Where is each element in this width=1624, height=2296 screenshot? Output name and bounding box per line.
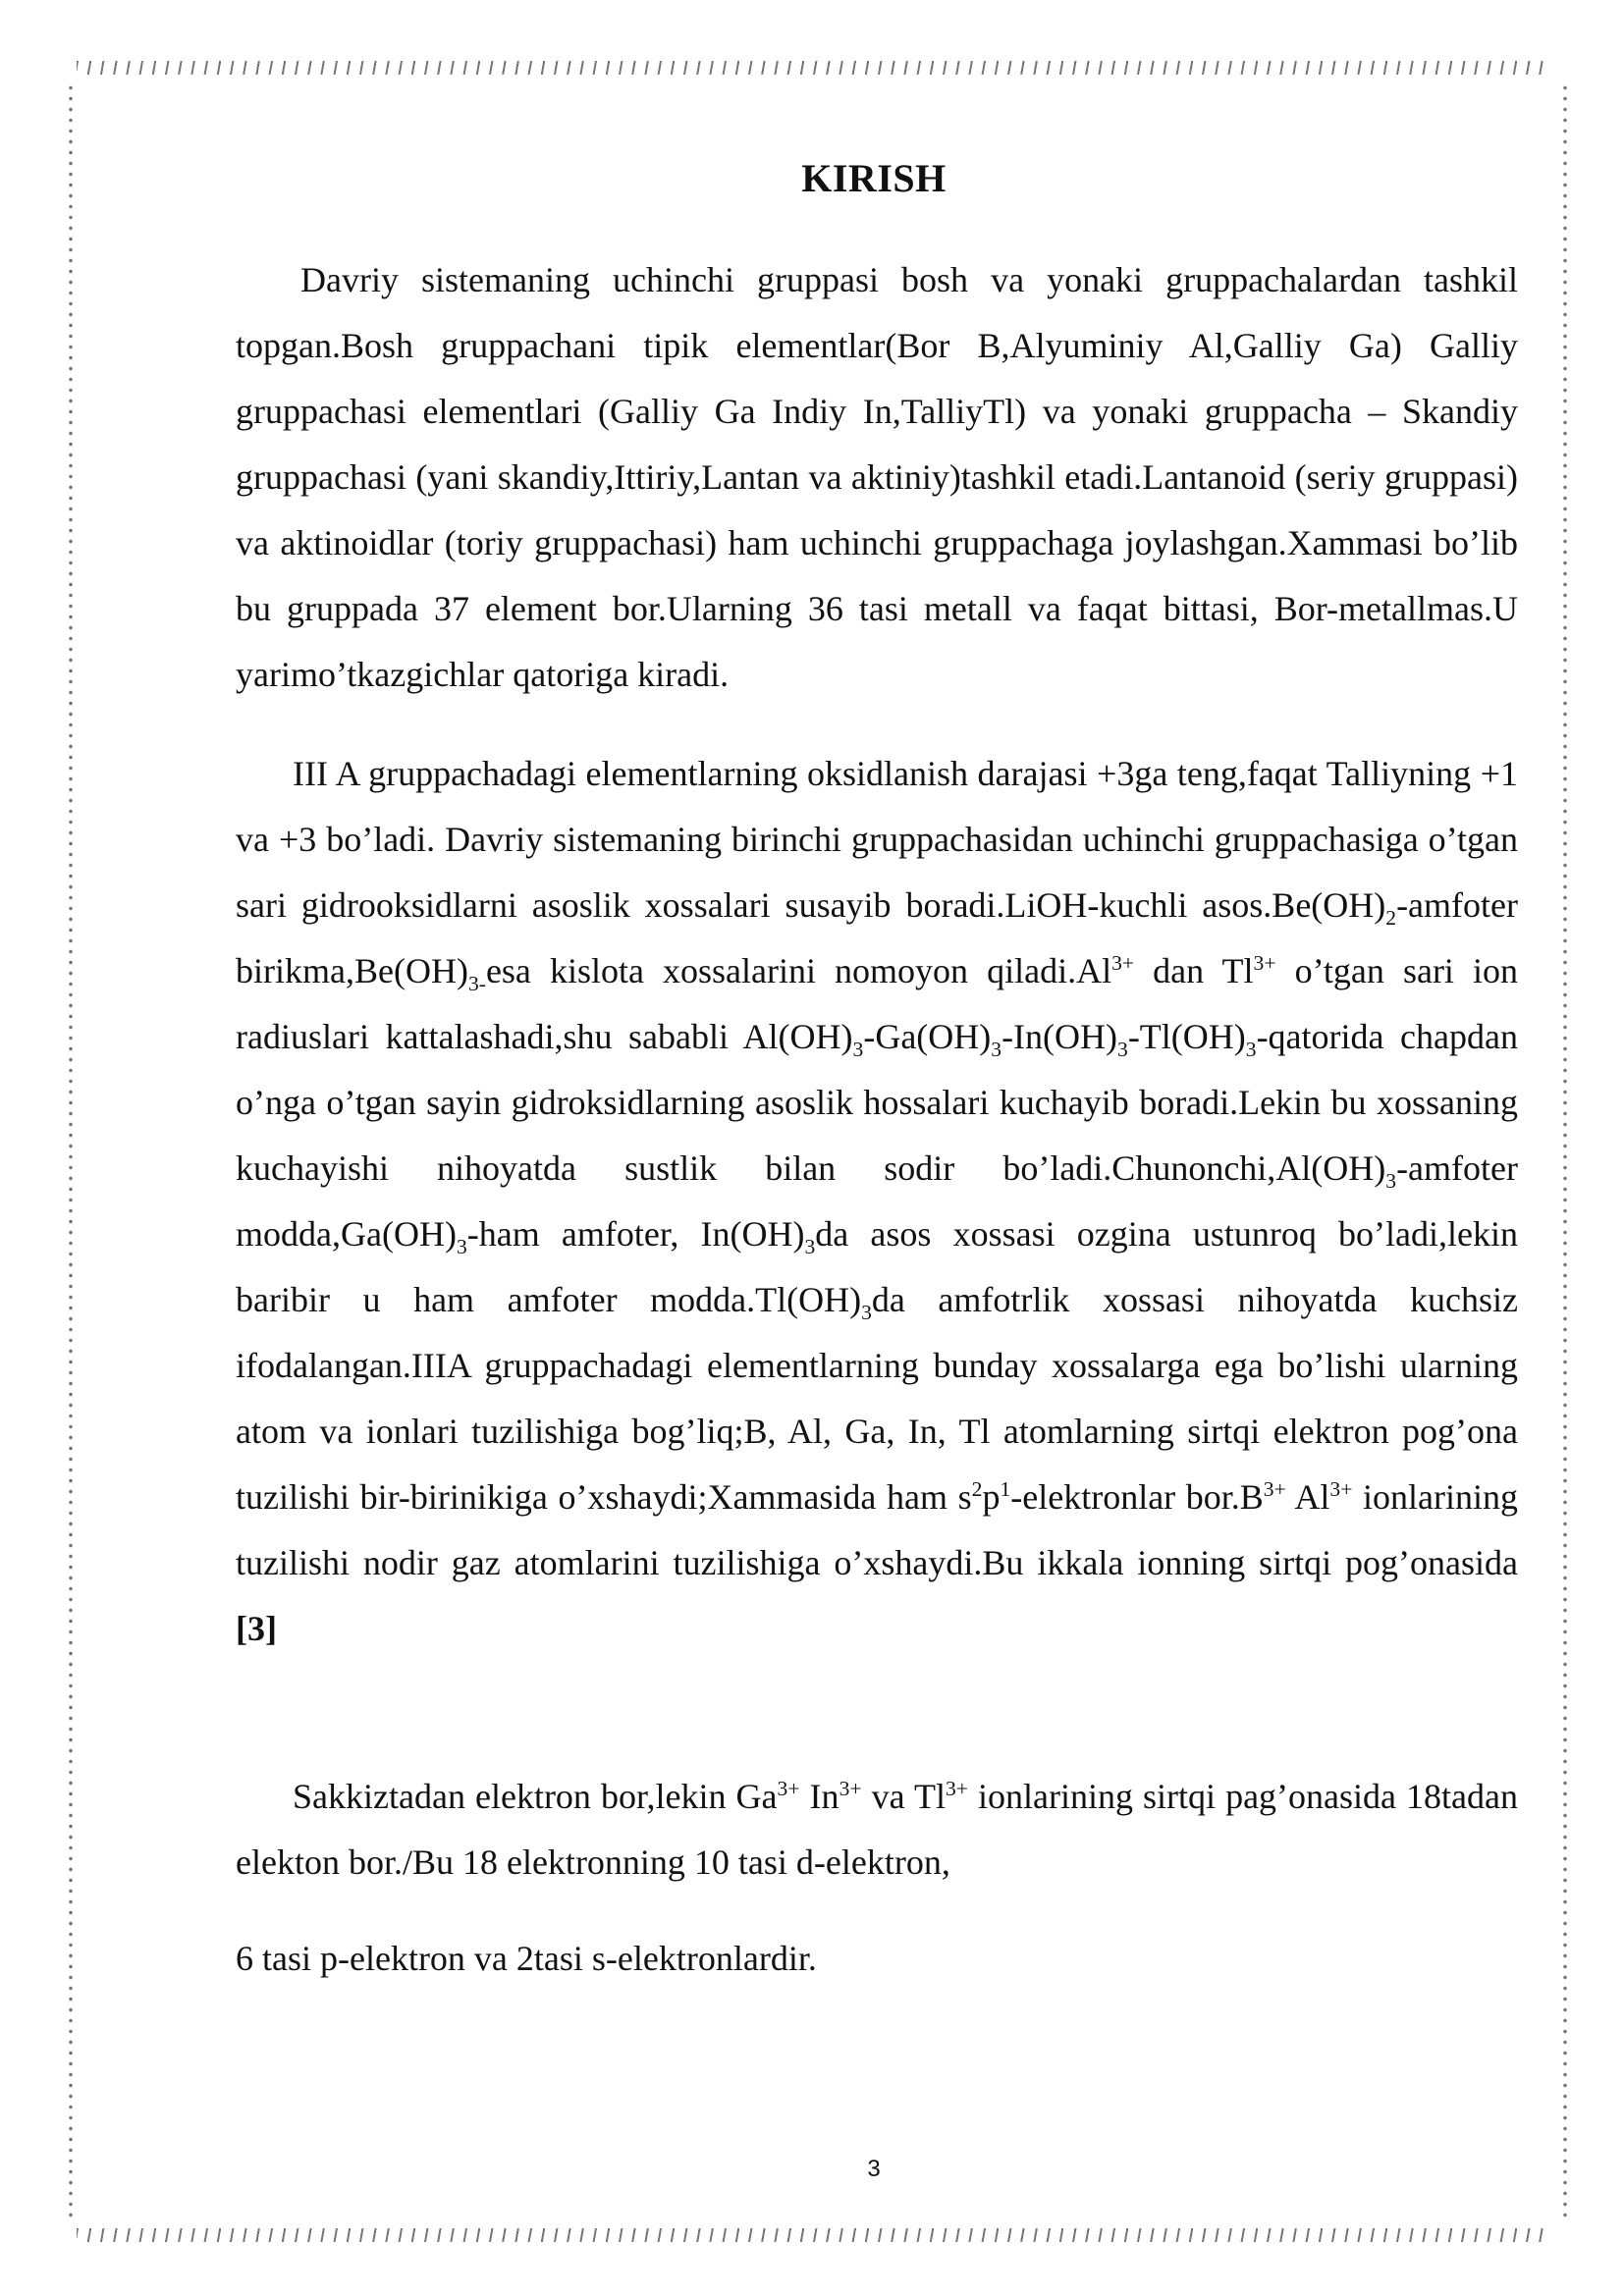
subscript: 3 [1385,1169,1397,1194]
text-run: da amfotrlik xossasi nihoyatda kuchsiz ifodalangan.IIIA gruppachadagi elementlarning bunday xossalarga ega bo’lishi ularning atom va ionlari tuzilishiga bog’liq;B, Al, Ga, In, Tl atomlarning sirtqi elektron pog’ona tuzilishi bir-birinikiga o’xshaydi;Xammasida ham s [236,1280,1518,1517]
subscript: 3 [1117,1038,1128,1062]
text-run: da asos xossasi ozgina ustunroq bo’ladi,lekin baribir u ham amfoter modda.Tl(OH) [236,1214,1518,1319]
text-run: -In(OH) [1001,1017,1118,1056]
superscript: 3+ [1253,951,1276,975]
superscript: 3+ [1263,1477,1286,1501]
text-run: ionlarining sirtqi pag’onasida 18tadan elekton bor./Bu 18 elektronning 10 tasi d-elektron, [236,1777,1519,1882]
page-number: 3 [867,2156,881,2182]
text-run: dan Tl [1134,951,1254,990]
page-border-bottom [77,2228,1549,2242]
subscript: 3 [456,1235,467,1259]
text-run: -Tl(OH) [1127,1017,1246,1056]
subscript: 3 [991,1038,1002,1062]
superscript: 3+ [1329,1477,1353,1501]
text-run: -amfoter birikma,Be(OH) [236,885,1518,990]
subscript: 3 [804,1235,816,1259]
text-run: p [982,1477,1001,1517]
text-run: Al [1285,1477,1330,1517]
superscript: 3+ [1111,951,1135,975]
subscript: 3- [467,972,486,996]
reference-citation: [3] [236,1609,277,1648]
superscript: 3+ [945,1777,968,1800]
text-run: -Ga(OH) [863,1017,992,1056]
page-border-left [69,82,73,2222]
text-run: -amfoter modda,Ga(OH) [236,1148,1518,1254]
superscript: 3+ [839,1777,862,1800]
paragraph-oxidation [236,741,1518,1662]
superscript: 1 [1000,1477,1011,1501]
subscript: 3 [861,1301,872,1325]
text-run: ionlarining tuzilishi nodir gaz atomlarini tuzilishiga o’xshaydi.Bu ikkala ionning sirtqi pog’onasida [236,1477,1519,1582]
paragraph-closing: 6 tasi p-elektron va 2tasi s-elektronlardir. [236,1939,817,1978]
text-run: o’tgan sari ion radiuslari kattalashadi,shu sababli Al(OH) [236,951,1518,1056]
superscript: 3+ [777,1777,800,1800]
text-run: -qatorida chapdan o’nga o’tgan sayin gidroksidlarning asoslik hossalari kuchayib boradi.Lekin bu xossaning kuchayishi nihoyatda sustlik bilan sodir bo’ladi.Chunonchi,Al(OH) [236,1017,1518,1188]
text-run: va Tl [861,1777,946,1816]
text-run: In [799,1777,839,1816]
subscript: 2 [1385,906,1397,931]
text-run: -ham amfoter, In(OH) [466,1214,805,1254]
subscript: 3 [1245,1038,1257,1062]
page-border-right [1563,82,1567,2222]
superscript: 2 [971,1477,983,1501]
text-run: esa kislota xossalarini nomoyon qiladi.Al [485,951,1112,990]
page-border-top [77,61,1549,75]
text-run: -elektronlar bor.B [1010,1477,1264,1517]
text-run: Sakkiztadan elektron bor,lekin Ga [293,1777,778,1816]
paragraph-electrons [236,1764,1518,1896]
paragraph-intro: Davriy sistemaning uchinchi gruppasi bosh va yonaki gruppachalardan tashkil topgan.Bosh gruppachani tipik elementlar(Bor B,Alyuminiy Al,Galliy Ga) Galliy gruppachasi elementlari (Galliy Ga Indiy In,TalliyTl) va yonaki gruppacha – Skandiy gruppachasi (yani skandiy,Ittiriy,Lantan va aktiniy)tashkil etadi.Lantanoid (seriy gruppasi) va aktinoidlar (toriy gruppachasi) ham uchinchi gruppachaga joylashgan.Xammasi bo’lib bu gruppada 37 element bor.Ularning 36 tasi metall va faqat bittasi, Bor-metallmas.U yarimo’tkazgichlar qatoriga kiradi. [236,260,1518,694]
text-run: III A gruppachadagi elementlarning oksidlanish darajasi +3ga teng,faqat Talliyning +1 va +3 bo’ladi. Davriy sistemaning birinchi gruppachasidan uchinchi gruppachasiga o’tgan sari gidrooksidlarni asoslik xossalari susayib boradi.LiOH-kuchli asos.Be(OH) [236,754,1518,925]
page-title: KIRISH [801,156,947,200]
subscript: 3 [852,1038,864,1062]
